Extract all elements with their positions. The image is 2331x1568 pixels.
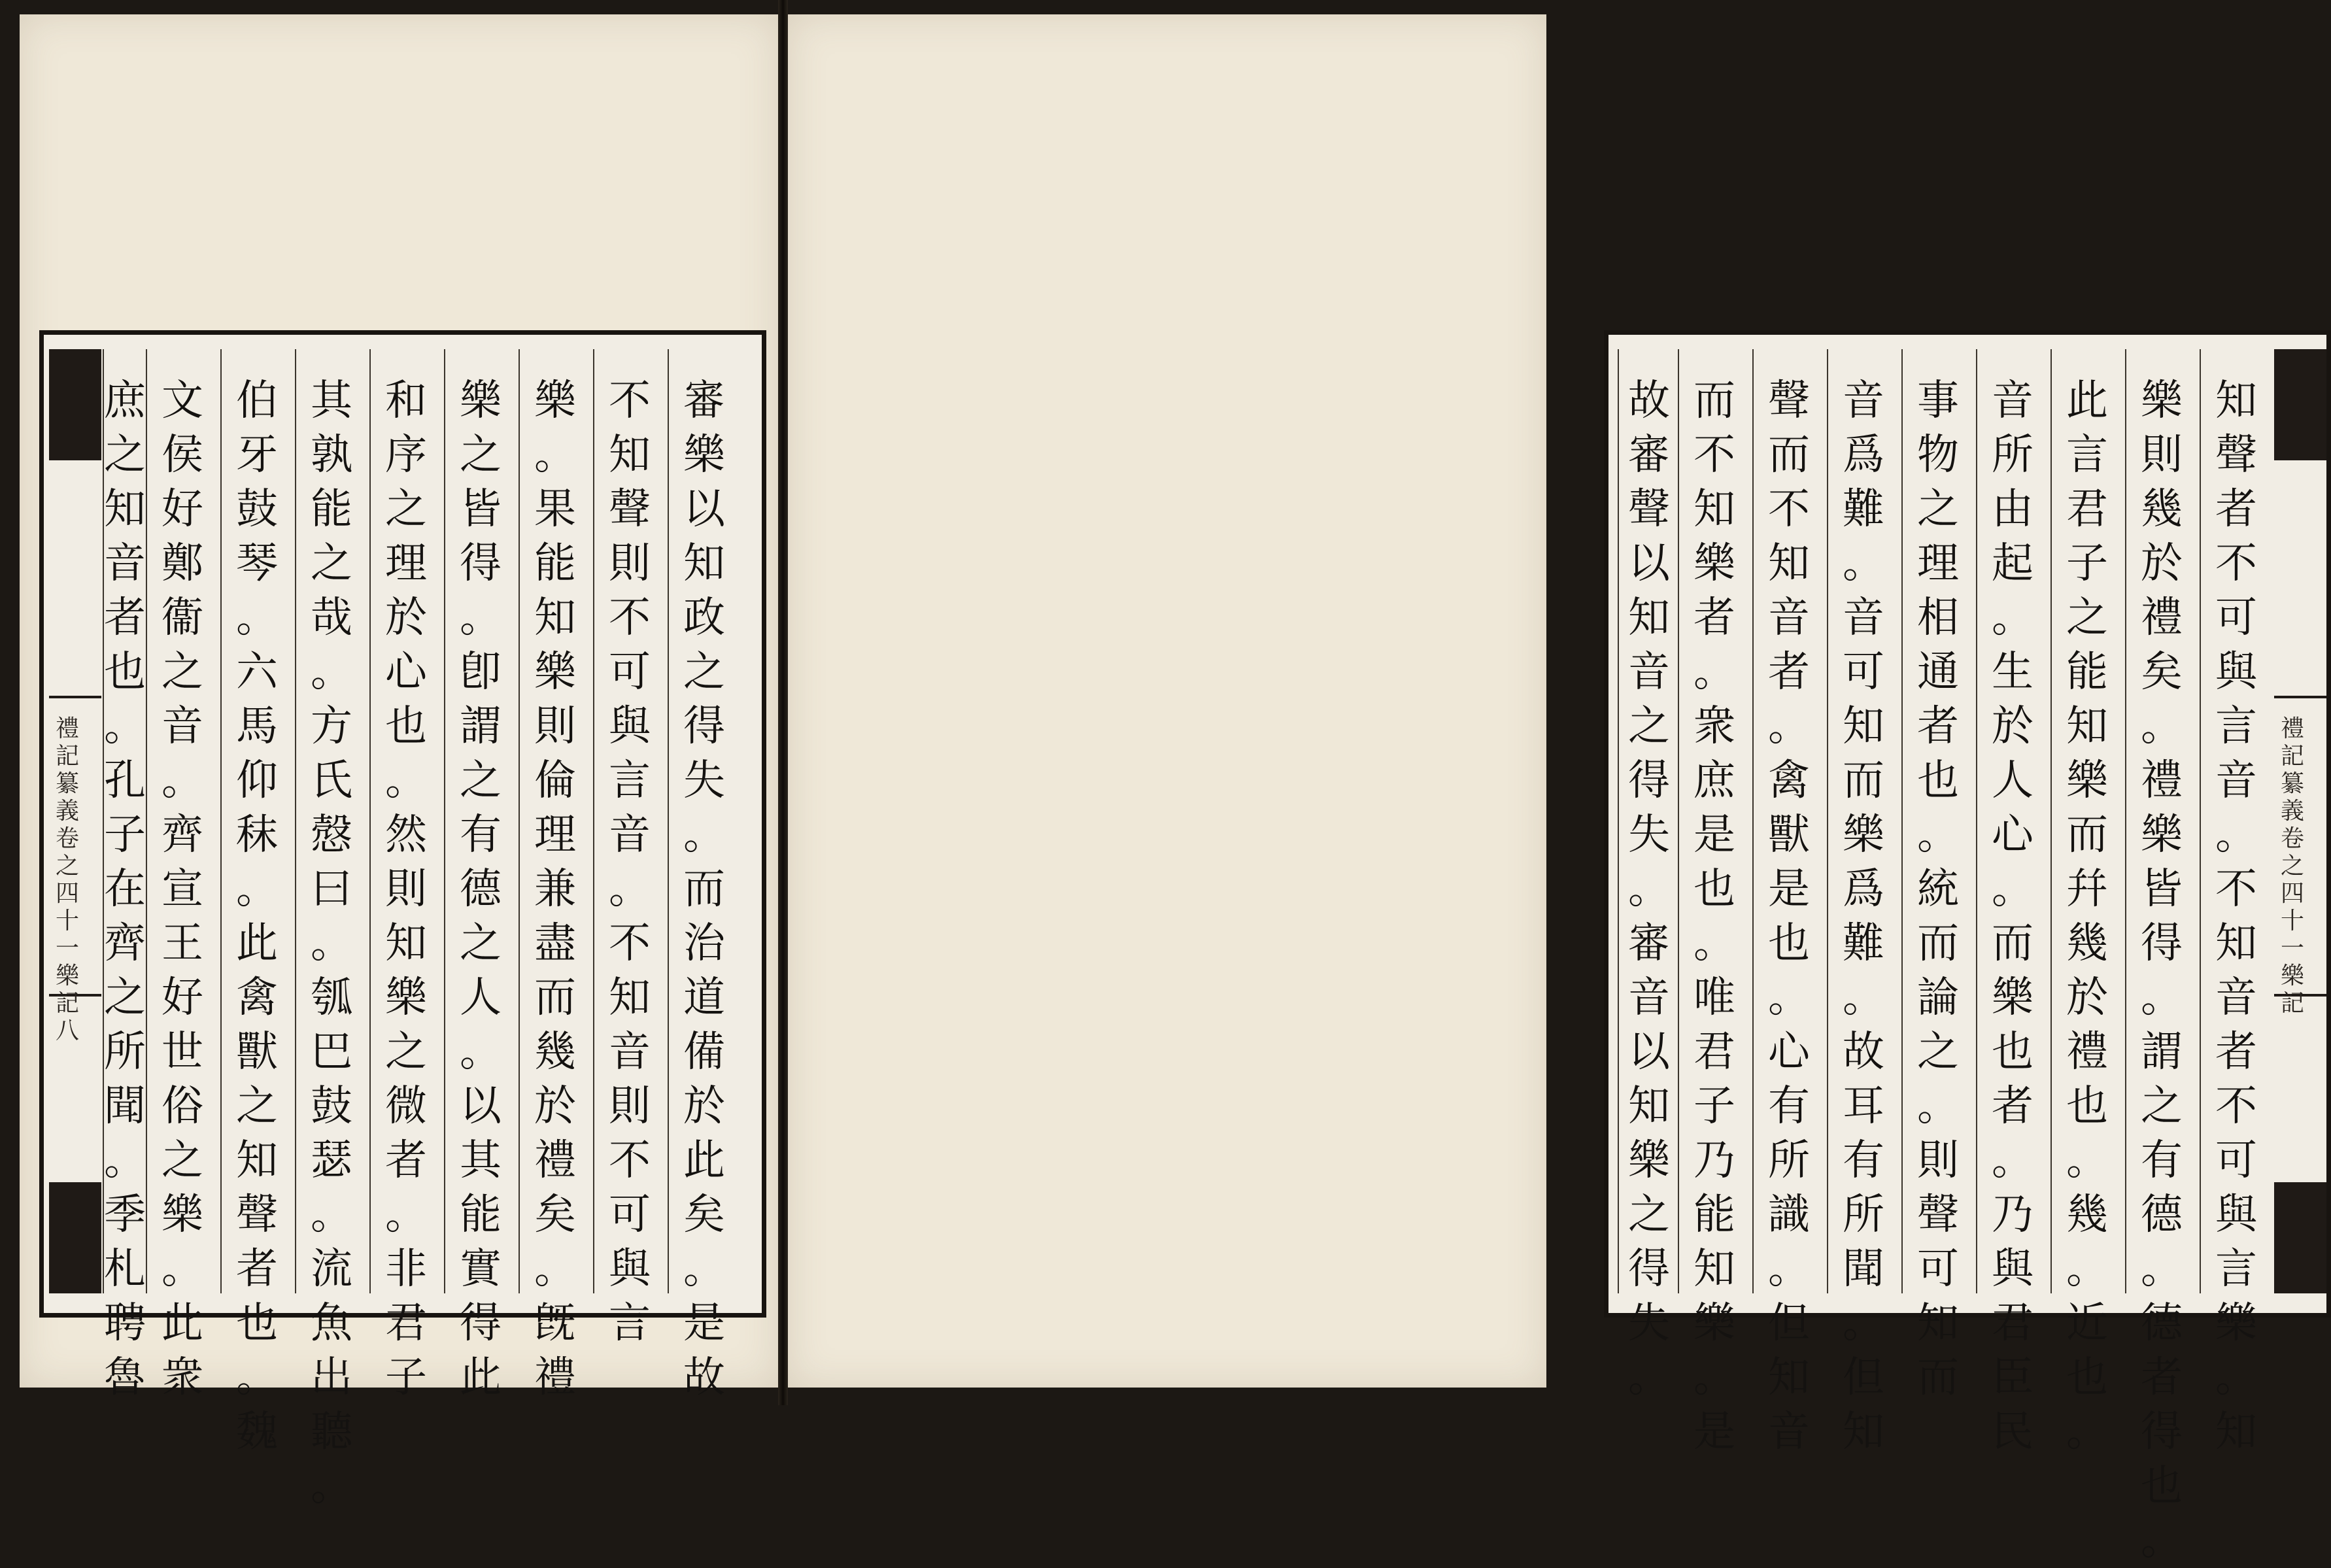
right-column-text: 事物之理相通者也。統而論之。則聲可知而 — [1917, 377, 1959, 1402]
right-column-text: 故審聲以知音之得失。審音以知樂之得失。 — [1628, 377, 1670, 1402]
left-column-text: 其孰能之哉。方氏慤曰。瓠巴鼓瑟。流魚出聽。 — [311, 377, 352, 1510]
right-margin-column — [2274, 349, 2326, 1293]
left-column — [146, 349, 220, 1402]
left-column-text: 不知聲則不可與言音。不知音則不可與言 — [609, 377, 651, 1348]
right-margin-band-top — [2274, 349, 2326, 460]
right-column — [2050, 349, 2125, 1456]
right-column-text: 聲而不知音者。禽獸是也。心有所識。但知音 — [1768, 377, 1810, 1456]
left-column-text: 庶之知音者也。孔子在齊之所聞。季札聘魯 — [104, 377, 146, 1402]
right-margin-band-bottom — [2274, 1182, 2326, 1293]
right-column-text: 音爲難。音可知而樂爲難。故耳有所聞。但知 — [1843, 377, 1884, 1456]
left-column-text: 審樂以知政之得失。而治道備於此矣。是故 — [683, 377, 725, 1402]
right-text-frame — [1604, 330, 2331, 1565]
left-page — [20, 14, 778, 1510]
book-gutter — [778, 0, 788, 1405]
right-column — [1827, 349, 1901, 1456]
left-column — [295, 349, 369, 1510]
right-column — [2200, 349, 2274, 1456]
right-column — [1752, 349, 1827, 1456]
left-column-text: 伯牙鼓琴。六馬仰秣。此禽獸之知聲者也。魏 — [236, 377, 278, 1456]
right-column-text: 音所由起。生於人心。而樂也者。乃與君臣民 — [1992, 377, 2033, 1456]
left-column-text: 文侯好鄭衞之音。齊宣王好世俗之樂。此衆 — [162, 377, 203, 1402]
left-margin-column — [49, 349, 101, 1293]
left-column — [668, 349, 742, 1402]
right-column — [2125, 349, 2200, 1565]
left-column-text: 樂。果能知樂則倫理兼盡而幾於禮矣。旣禮 — [534, 377, 576, 1402]
right-column — [1901, 349, 1976, 1402]
right-column-text: 而不知樂者。衆庶是也。唯君子乃能知樂。是 — [1693, 377, 1735, 1456]
right-column — [1678, 349, 1752, 1456]
right-column-text: 樂則幾於禮矣。禮樂皆得。謂之有德。德者得也。 — [2141, 377, 2183, 1565]
left-column-text: 和序之理於心也。然則知樂之微者。非君子 — [385, 377, 427, 1402]
right-column — [1618, 349, 1678, 1402]
left-column — [519, 349, 593, 1402]
right-column — [1976, 349, 2050, 1456]
left-column — [593, 349, 668, 1348]
right-page — [788, 14, 2305, 1565]
left-column — [444, 349, 519, 1402]
left-column — [369, 349, 444, 1402]
right-margin-label: 禮記纂義卷之四十一樂記 — [2281, 715, 2305, 1017]
left-margin-band-top — [49, 349, 101, 460]
right-column-text: 知聲者不可與言音。不知音者不可與言樂。知 — [2215, 377, 2257, 1456]
left-margin-band-bottom — [49, 1182, 101, 1293]
left-margin-label: 禮記纂義卷之四十一樂記八 — [56, 715, 80, 1044]
right-column-text: 此言君子之能知樂而幷幾於禮也。幾。近也。 — [2066, 377, 2108, 1456]
left-column — [220, 349, 295, 1456]
left-column — [103, 349, 146, 1402]
left-column-text: 樂之皆得。卽謂之有德之人。以其能實得此 — [460, 377, 502, 1402]
left-text-frame — [39, 330, 766, 1510]
